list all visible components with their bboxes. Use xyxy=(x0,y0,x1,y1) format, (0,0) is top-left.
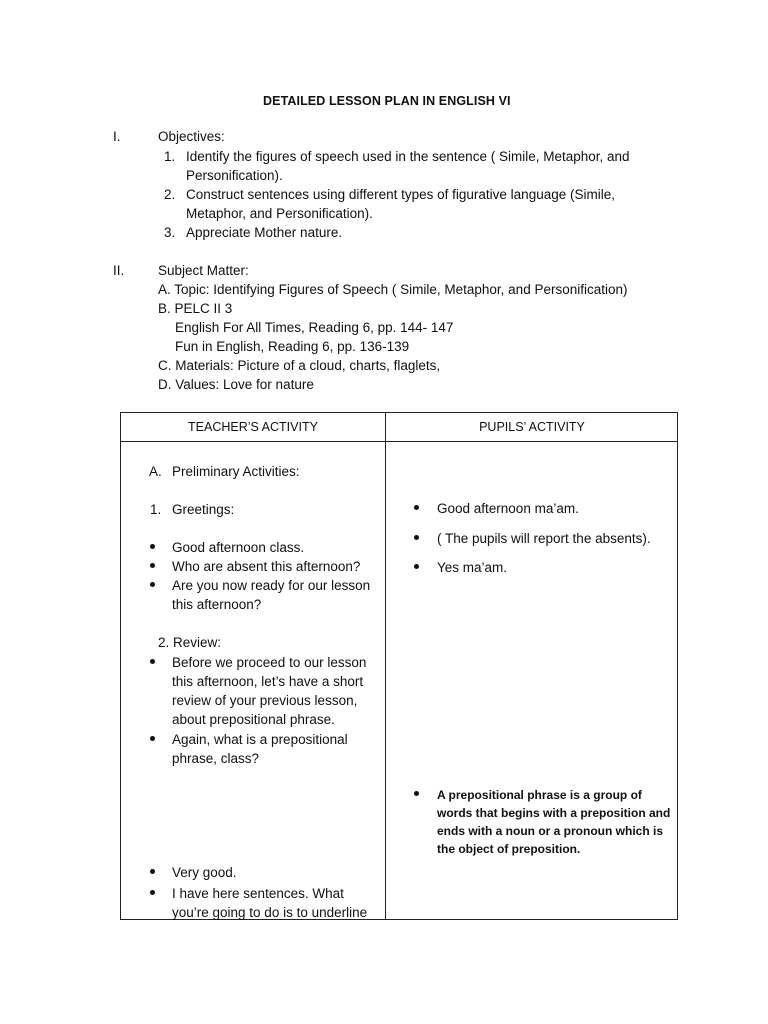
teacher-line: Before we proceed to our lesson xyxy=(172,655,367,670)
pupil-answer-line: A prepositional phrase is a group of xyxy=(437,788,642,802)
objective-text: Construct sentences using different types of figurative language (Simile, xyxy=(186,187,615,202)
subject-matter-heading: Subject Matter: xyxy=(158,263,249,278)
pupil-answer-line: words that begins with a preposition and xyxy=(437,806,671,820)
greetings-label: 1. xyxy=(150,502,162,517)
bullet-icon xyxy=(150,890,155,895)
teacher-line: review of your previous lesson, xyxy=(172,693,358,708)
document-title: DETAILED LESSON PLAN IN ENGLISH VI xyxy=(263,94,511,108)
bullet-icon xyxy=(414,564,419,569)
preliminary-label: A. xyxy=(149,464,162,479)
bullet-icon xyxy=(150,563,155,568)
greetings-heading: Greetings: xyxy=(172,502,235,517)
subject-matter-topic: A. Topic: Identifying Figures of Speech ( Simile, Metaphor, and Personification) xyxy=(158,282,628,297)
bullet-icon xyxy=(414,791,419,796)
objective-text: Metaphor, and Personification). xyxy=(186,206,373,221)
objective-text: Personification). xyxy=(186,168,283,183)
teacher-line: you’re going to do is to underline xyxy=(172,905,368,920)
teacher-line: Who are absent this afternoon? xyxy=(172,559,361,574)
teacher-line: this afternoon? xyxy=(172,597,262,612)
teacher-line: this afternoon, let’s have a short xyxy=(172,674,364,689)
subject-matter-materials: C. Materials: Picture of a cloud, charts, flaglets, xyxy=(158,358,441,373)
section-numeral-subject-matter: II. xyxy=(113,263,125,278)
bullet-icon xyxy=(414,535,419,540)
objective-text: Identify the figures of speech used in the sentence ( Simile, Metaphor, and xyxy=(186,149,630,164)
teacher-line: Very good. xyxy=(172,865,237,880)
teacher-line: about prepositional phrase. xyxy=(172,712,335,727)
table-header-divider xyxy=(121,441,677,442)
pupil-response: Good afternoon ma’am. xyxy=(437,501,579,516)
subject-matter-reference-book: English For All Times, Reading 6, pp. 144- 147 xyxy=(175,320,454,335)
bullet-icon xyxy=(150,582,155,587)
activity-table xyxy=(120,412,678,920)
pupil-response: ( The pupils will report the absents). xyxy=(437,531,651,546)
objective-number: 3. xyxy=(164,225,176,240)
objectives-heading: Objectives: xyxy=(158,129,225,144)
teacher-line: Are you now ready for our lesson xyxy=(172,578,371,593)
pupil-answer-line: the object of preposition. xyxy=(437,842,581,856)
bullet-icon xyxy=(150,544,155,549)
teacher-line: Good afternoon class. xyxy=(172,540,305,555)
objective-number: 2. xyxy=(164,187,176,202)
teacher-line: Again, what is a prepositional xyxy=(172,732,348,747)
teacher-line: phrase, class? xyxy=(172,751,260,766)
table-column-divider xyxy=(385,413,386,919)
pupils-activity-header: PUPILS’ ACTIVITY xyxy=(479,420,585,434)
teacher-line: I have here sentences. What xyxy=(172,886,344,901)
subject-matter-reference-book: Fun in English, Reading 6, pp. 136-139 xyxy=(175,339,410,354)
objective-number: 1. xyxy=(164,149,176,164)
pupil-answer-line: ends with a noun or a pronoun which is xyxy=(437,824,664,838)
subject-matter-values: D. Values: Love for nature xyxy=(158,377,314,392)
objective-text: Appreciate Mother nature. xyxy=(186,225,343,240)
bullet-icon xyxy=(150,869,155,874)
bullet-icon xyxy=(150,736,155,741)
teacher-activity-header: TEACHER’S ACTIVITY xyxy=(188,420,318,434)
review-heading: 2. Review: xyxy=(158,635,222,650)
subject-matter-reference: B. PELC II 3 xyxy=(158,301,233,316)
bullet-icon xyxy=(150,659,155,664)
preliminary-activities-heading: Preliminary Activities: xyxy=(172,464,300,479)
pupil-response: Yes ma’am. xyxy=(437,560,508,575)
section-numeral-objectives: I. xyxy=(113,129,121,144)
bullet-icon xyxy=(414,505,419,510)
